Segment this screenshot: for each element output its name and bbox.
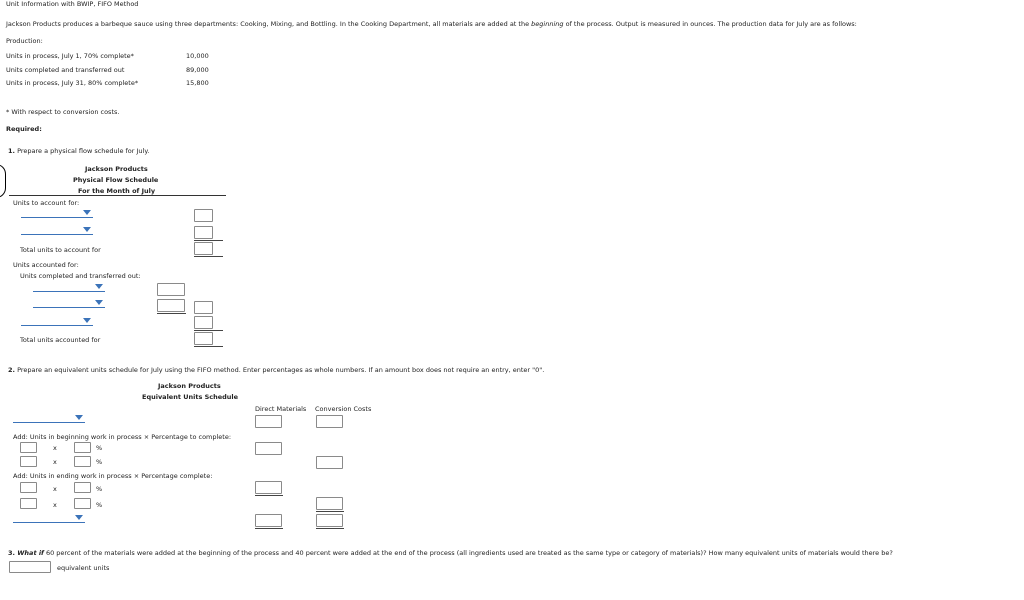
double-rule xyxy=(194,346,223,347)
q1-total-to-account-amount[interactable] xyxy=(194,242,213,255)
percent-sign: % xyxy=(96,501,103,509)
q2-dm-units[interactable] xyxy=(255,415,282,428)
q1-completed-total[interactable] xyxy=(194,301,213,314)
q2-ewip-pct-1[interactable] xyxy=(74,482,91,493)
chevron-down-icon xyxy=(83,227,91,232)
q1-completed-dropdown-2[interactable] xyxy=(33,299,105,308)
q3-answer-suffix: equivalent units xyxy=(57,564,110,572)
q2-company: Jackson Products xyxy=(158,382,221,390)
q1-units-to-account: Units to account for: xyxy=(13,199,80,207)
sum-rule xyxy=(194,240,223,241)
q2-prompt: 2. Prepare an equivalent units schedule for July using the FIFO method. Enter percentages as whole numbers. If an amount box does not require an entry, enter "0". xyxy=(8,366,545,374)
intro-text: Jackson Products produces a barbeque sauce using three departments: Cooking, Mixing, and Bottling. In the Cooking Department, all materials are added at the beginning of the process. Output is measured in ounces. The production data for July are as follows: xyxy=(6,20,857,28)
production-row-label: Units completed and transferred out xyxy=(6,66,125,74)
q3-prompt: 3. What if 60 percent of the materials were added at the beginning of the process and 40 percent were added at the end of the process (all ingredients used are treated as the same type or category of materials)? How many equivalent units of materials would there be? xyxy=(8,549,893,557)
percent-sign: % xyxy=(96,444,103,452)
chevron-down-icon xyxy=(95,300,103,305)
q1-completed-amount-1[interactable] xyxy=(157,283,185,296)
q1-to-account-dropdown-2[interactable] xyxy=(21,226,93,235)
multiply-sign: x xyxy=(53,485,57,493)
q1-total-to-account-label: Total units to account for xyxy=(20,246,101,254)
percent-sign: % xyxy=(96,458,103,466)
q2-ewip-units-2[interactable] xyxy=(20,498,37,509)
q1-to-account-amount-1[interactable] xyxy=(194,209,213,222)
q1-completed-dropdown-1[interactable] xyxy=(33,283,105,292)
required-heading: Required: xyxy=(6,125,42,133)
q1-prompt: 1. Prepare a physical flow schedule for July. xyxy=(8,147,150,155)
production-row-value: 10,000 xyxy=(186,52,209,60)
q1-units-completed: Units completed and transferred out: xyxy=(20,272,141,280)
q2-units-dropdown[interactable] xyxy=(13,414,85,423)
q2-ewip-pct-2[interactable] xyxy=(74,498,91,509)
production-row-value: 15,800 xyxy=(186,79,209,87)
q1-to-account-amount-2[interactable] xyxy=(194,226,213,239)
sum-rule xyxy=(316,511,344,512)
q2-bwip-units-1[interactable] xyxy=(20,442,37,453)
sum-rule xyxy=(157,313,186,314)
q2-schedule-title: Equivalent Units Schedule xyxy=(142,393,239,401)
q2-add-bwip-label: Add: Units in beginning work in process × Percentage to complete: xyxy=(13,433,232,441)
q1-completed-amount-2[interactable] xyxy=(157,299,185,312)
q1-period: For the Month of July xyxy=(78,187,156,195)
chevron-down-icon xyxy=(75,515,83,520)
q2-col-direct-materials: Direct Materials xyxy=(255,405,307,413)
section-bracket xyxy=(0,164,6,198)
chevron-down-icon xyxy=(75,415,83,420)
q2-bwip-units-2[interactable] xyxy=(20,456,37,467)
q1-total-accounted-label: Total units accounted for xyxy=(20,336,101,344)
footnote: * With respect to conversion costs. xyxy=(6,108,120,116)
sum-rule xyxy=(194,330,223,331)
q2-cc-total[interactable] xyxy=(316,514,343,527)
q1-units-accounted: Units accounted for: xyxy=(13,261,79,269)
chevron-down-icon xyxy=(83,318,91,323)
multiply-sign: x xyxy=(53,444,57,452)
production-row-label: Units in process, July 1, 70% complete* xyxy=(6,52,134,60)
q2-dm-bwip[interactable] xyxy=(255,442,282,455)
production-row-value: 89,000 xyxy=(186,66,209,74)
q2-cc-ewip[interactable] xyxy=(316,497,343,510)
q1-accounted-amount[interactable] xyxy=(194,316,213,329)
q2-bwip-pct-1[interactable] xyxy=(74,442,91,453)
q2-cc-bwip[interactable] xyxy=(316,456,343,469)
sum-rule xyxy=(255,495,283,496)
q1-accounted-dropdown[interactable] xyxy=(21,317,93,326)
q1-schedule-title: Physical Flow Schedule xyxy=(73,176,159,184)
multiply-sign: x xyxy=(53,458,57,466)
q1-total-accounted-amount[interactable] xyxy=(194,332,213,345)
q2-col-conversion-costs: Conversion Costs xyxy=(315,405,372,413)
double-rule xyxy=(255,528,283,529)
q1-to-account-dropdown-1[interactable] xyxy=(21,209,93,218)
q2-add-ewip-label: Add: Units in ending work in process × Percentage complete: xyxy=(13,472,213,480)
double-rule xyxy=(194,256,223,257)
q3-answer-input[interactable] xyxy=(9,561,51,573)
production-label: Production: xyxy=(6,37,43,45)
q2-total-dropdown[interactable] xyxy=(13,514,85,523)
double-rule xyxy=(316,528,344,529)
q1-company: Jackson Products xyxy=(85,165,148,173)
q1-header-rule xyxy=(9,195,226,196)
q2-ewip-units-1[interactable] xyxy=(20,482,37,493)
q2-dm-total[interactable] xyxy=(255,514,282,527)
chevron-down-icon xyxy=(83,210,91,215)
multiply-sign: x xyxy=(53,501,57,509)
percent-sign: % xyxy=(96,485,103,493)
q2-dm-ewip[interactable] xyxy=(255,481,282,494)
chevron-down-icon xyxy=(95,284,103,289)
production-row-label: Units in process, July 31, 80% complete* xyxy=(6,79,139,87)
page-title: Unit Information with BWIP, FIFO Method xyxy=(6,0,139,8)
q2-cc-units[interactable] xyxy=(316,415,343,428)
q2-bwip-pct-2[interactable] xyxy=(74,456,91,467)
